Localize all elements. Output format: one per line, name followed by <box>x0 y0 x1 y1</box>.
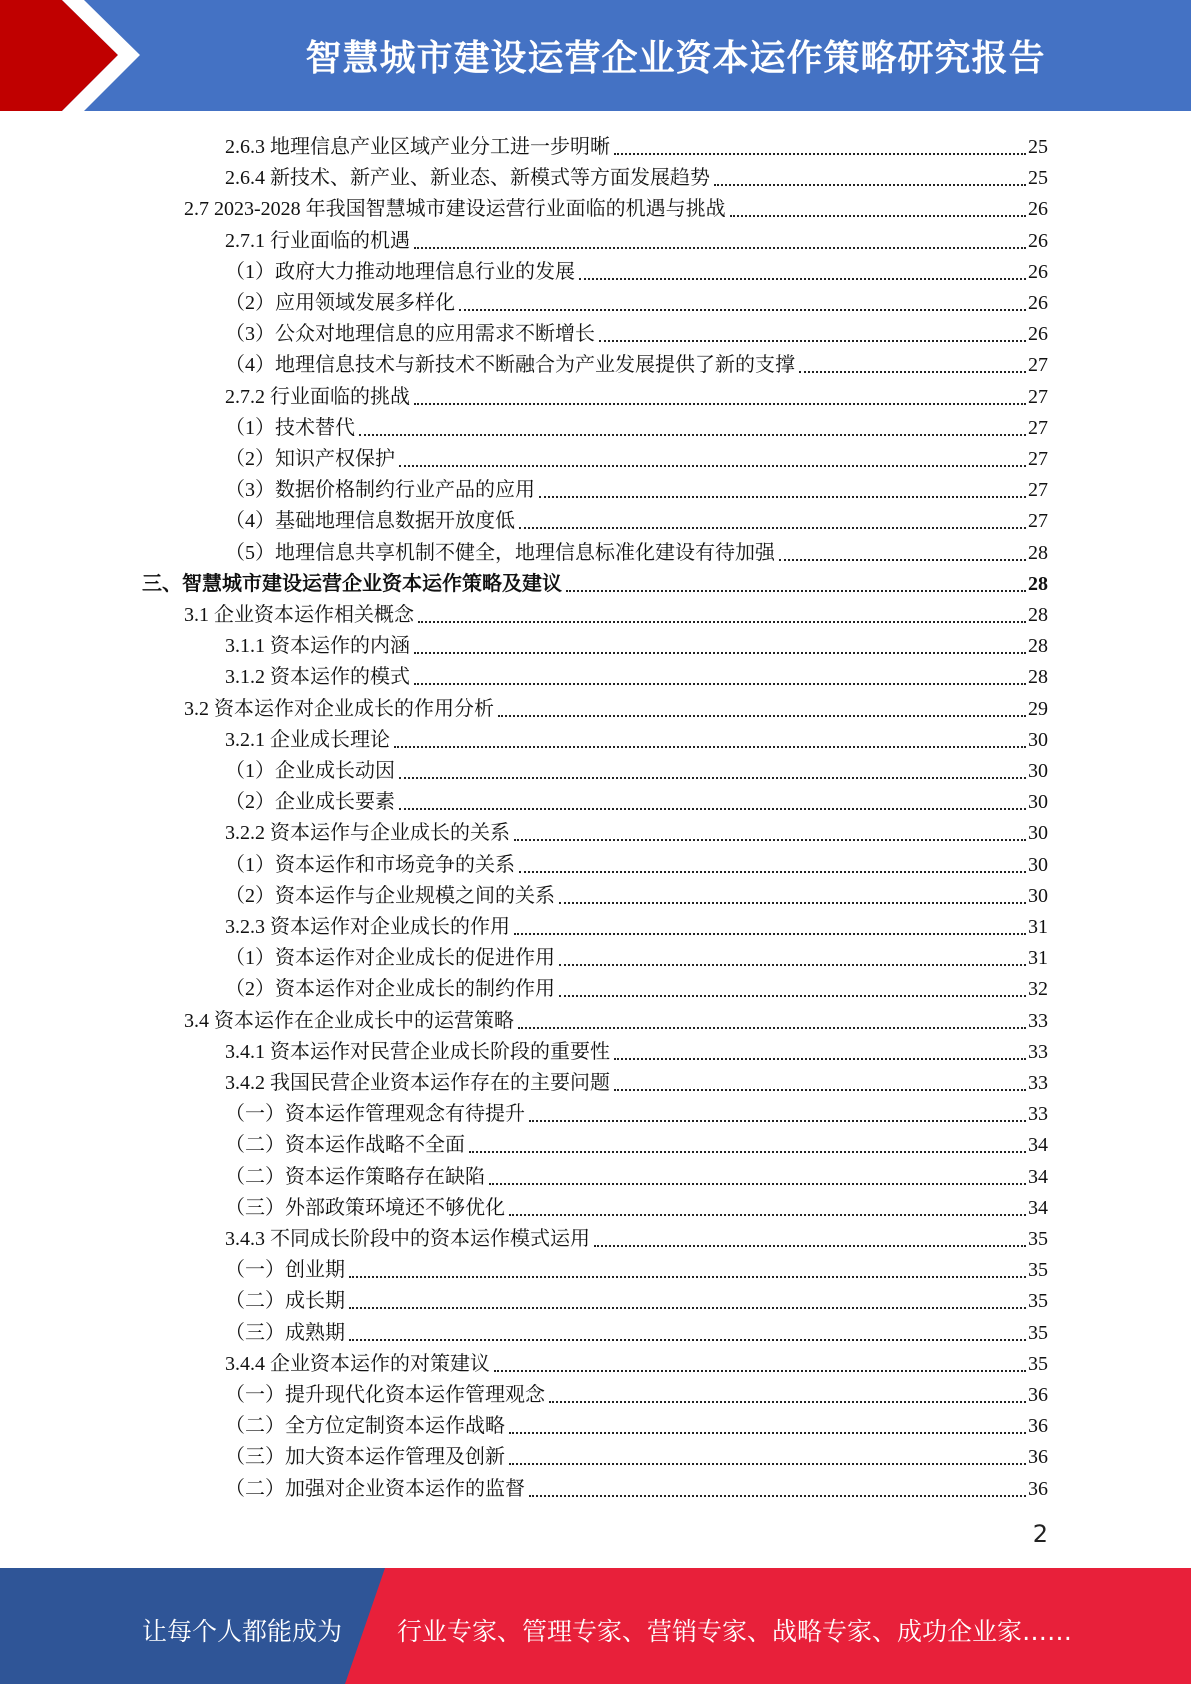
toc-entry[interactable] <box>225 409 1048 440</box>
toc-entry-label: （二）成长期 <box>225 1290 345 1313</box>
footer-slogan-left: 让每个人都能成为 <box>142 1617 343 1646</box>
toc-entry-label: 3.2.1 企业成长理论 <box>225 728 390 751</box>
toc-entry[interactable] <box>225 253 1048 284</box>
toc-leader-dots <box>514 933 1026 935</box>
toc-entry[interactable] <box>225 721 1048 752</box>
toc-entry-page: 26 <box>1028 292 1048 314</box>
toc-leader-dots <box>498 715 1026 717</box>
toc-entry[interactable] <box>225 1282 1048 1313</box>
toc-entry-page: 26 <box>1028 260 1048 283</box>
toc-entry-label: 3.2.3 资本运作对企业成长的作用 <box>225 916 510 938</box>
toc-entry[interactable] <box>225 1470 1048 1501</box>
toc-entry-page: 28 <box>1028 635 1048 658</box>
toc-entry[interactable] <box>225 159 1048 190</box>
toc-entry-page: 30 <box>1028 853 1048 876</box>
toc-entry[interactable] <box>225 284 1048 315</box>
toc-entry[interactable] <box>225 814 1048 845</box>
toc-leader-dots <box>730 215 1026 217</box>
toc-leader-dots <box>414 403 1026 405</box>
toc-leader-dots <box>414 683 1026 685</box>
toc-leader-dots <box>559 902 1026 904</box>
toc-entry-page: 31 <box>1028 947 1048 970</box>
toc-entry[interactable] <box>225 783 1048 814</box>
toc-entry[interactable] <box>225 970 1048 1001</box>
toc-entry-label: 2.6.4 新技术、新产业、新业态、新模式等方面发展趋势 <box>225 167 710 190</box>
toc-entry-label: 3.1.1 资本运作的内涵 <box>225 635 410 658</box>
toc-entry-label: 2.6.3 地理信息产业区域产业分工进一步明晰 <box>225 136 610 158</box>
toc-entry-page: 36 <box>1028 1384 1048 1406</box>
toc-leader-dots <box>529 1120 1026 1122</box>
toc-entry[interactable] <box>225 1220 1048 1251</box>
toc-entry-label: 3.2.2 资本运作与企业成长的关系 <box>225 822 510 845</box>
toc-leader-dots <box>359 434 1026 436</box>
toc-entry-label: 3.4.2 我国民营企业资本运作存在的主要问题 <box>225 1072 610 1094</box>
toc-leader-dots <box>799 371 1026 373</box>
toc-entry-label: （三）外部政策环境还不够优化 <box>225 1196 505 1219</box>
toc-entry-label: （2）知识产权保护 <box>225 448 395 470</box>
toc-entry[interactable] <box>225 222 1048 253</box>
toc-entry-page: 30 <box>1028 791 1048 814</box>
toc-entry-page: 28 <box>1028 572 1048 595</box>
toc-entry-label: （二）资本运作战略不全面 <box>225 1134 465 1157</box>
toc-entry-label: （二）全方位定制资本运作战略 <box>225 1415 505 1438</box>
toc-leader-dots <box>559 995 1026 997</box>
report-title: 智慧城市建设运营企业资本运作策略研究报告 <box>305 38 1046 79</box>
page-header <box>0 0 1191 111</box>
toc-entry-page: 34 <box>1028 1196 1048 1219</box>
toc-entry-page: 27 <box>1028 510 1048 533</box>
toc-leader-dots <box>494 1370 1026 1372</box>
toc-leader-dots <box>594 1245 1026 1247</box>
footer-slogan-right: 行业专家、管理专家、营销专家、战略专家、成功企业家…… <box>397 1617 1073 1646</box>
toc-entry-page: 27 <box>1028 479 1048 502</box>
toc-entry-label: 3.1.2 资本运作的模式 <box>225 666 410 689</box>
toc-entry-page: 34 <box>1028 1134 1048 1157</box>
toc-entry[interactable] <box>225 534 1048 565</box>
toc-entry[interactable] <box>225 471 1048 502</box>
toc-leader-dots <box>714 184 1026 186</box>
toc-entry-page: 33 <box>1028 1072 1048 1094</box>
toc-entry[interactable] <box>225 1345 1048 1376</box>
toc-entry[interactable] <box>184 190 1048 221</box>
toc-entry[interactable] <box>225 1251 1048 1282</box>
toc-entry[interactable] <box>225 1095 1048 1126</box>
toc-entry-label: （三）成熟期 <box>225 1321 345 1344</box>
toc-entry-label: 3.4.4 企业资本运作的对策建议 <box>225 1352 490 1375</box>
toc-entry[interactable] <box>225 346 1048 377</box>
toc-entry-page: 36 <box>1028 1446 1048 1469</box>
toc-entry[interactable] <box>225 1314 1048 1345</box>
toc-entry-page: 35 <box>1028 1228 1048 1250</box>
toc-entry-label: （1）政府大力推动地理信息行业的发展 <box>225 260 575 283</box>
toc-leader-dots <box>399 465 1026 467</box>
toc-leader-dots <box>579 278 1026 280</box>
toc-entry-page: 36 <box>1028 1477 1048 1500</box>
toc-entry[interactable] <box>225 378 1048 409</box>
toc-entry-label: （一）资本运作管理观念有待提升 <box>225 1103 525 1126</box>
toc-entry-label: （二）加强对企业资本运作的监督 <box>225 1477 525 1500</box>
toc-entry-label: （一）创业期 <box>225 1259 345 1282</box>
toc-entry-page: 35 <box>1028 1321 1048 1344</box>
toc-entry[interactable] <box>225 1158 1048 1189</box>
toc-entry-page: 27 <box>1028 354 1048 377</box>
toc-leader-dots <box>459 309 1026 311</box>
toc-entry-label: 三、智慧城市建设运营企业资本运作策略及建议 <box>142 572 562 595</box>
toc-entry-page: 29 <box>1028 697 1048 720</box>
toc-entry[interactable] <box>225 1438 1048 1469</box>
toc-entry-page: 30 <box>1028 822 1048 845</box>
toc-entry-page: 34 <box>1028 1165 1048 1188</box>
toc-entry-label: （2）资本运作与企业规模之间的关系 <box>225 884 555 907</box>
toc-entry-page: 28 <box>1028 666 1048 689</box>
toc-entry[interactable] <box>225 1126 1048 1157</box>
toc-entry[interactable] <box>184 690 1048 721</box>
toc-entry[interactable] <box>225 502 1048 533</box>
toc-entry-label: 3.4.1 资本运作对民营企业成长阶段的重要性 <box>225 1040 610 1063</box>
toc-leader-dots <box>509 1463 1026 1465</box>
toc-entry-page: 36 <box>1028 1415 1048 1438</box>
toc-leader-dots <box>349 1276 1026 1278</box>
toc-entry-label: 3.4.3 不同成长阶段中的资本运作模式运用 <box>225 1228 590 1250</box>
toc-leader-dots <box>394 746 1026 748</box>
toc-leader-dots <box>509 1214 1026 1216</box>
toc-leader-dots <box>539 496 1026 498</box>
toc-leader-dots <box>509 1432 1026 1434</box>
toc-entry-label: （一）提升现代化资本运作管理观念 <box>225 1384 545 1406</box>
toc-entry-page: 33 <box>1028 1103 1048 1126</box>
toc-entry[interactable] <box>225 128 1048 159</box>
toc-entry[interactable] <box>142 565 1048 596</box>
toc-entry-label: 2.7.2 行业面临的挑战 <box>225 385 410 408</box>
toc-leader-dots <box>399 808 1026 810</box>
page-number: 2 <box>1032 1520 1048 1548</box>
toc-entry[interactable] <box>225 1064 1048 1095</box>
page-footer <box>0 1568 1191 1684</box>
toc-entry-label: （3）公众对地理信息的应用需求不断增长 <box>225 323 595 346</box>
toc-entry-label: （4）地理信息技术与新技术不断融合为产业发展提供了新的支撑 <box>225 354 795 377</box>
toc-leader-dots <box>349 1307 1026 1309</box>
toc-entry-label: （二）资本运作策略存在缺陷 <box>225 1165 485 1188</box>
toc-entry-page: 33 <box>1028 1009 1048 1032</box>
toc-entry-label: （2）应用领域发展多样化 <box>225 292 455 314</box>
toc-entry-label: （2）资本运作对企业成长的制约作用 <box>225 978 555 1001</box>
toc-entry[interactable] <box>225 1407 1048 1438</box>
toc-entry[interactable] <box>225 440 1048 471</box>
toc-entry-label: （1）技术替代 <box>225 416 355 439</box>
toc-entry[interactable] <box>184 596 1048 627</box>
toc-entry-label: （1）资本运作和市场竞争的关系 <box>225 853 515 876</box>
toc-entry[interactable] <box>225 752 1048 783</box>
toc-entry[interactable] <box>225 1189 1048 1220</box>
toc-entry[interactable] <box>225 939 1048 970</box>
toc-entry-page: 26 <box>1028 198 1048 221</box>
toc-entry[interactable] <box>225 846 1048 877</box>
toc-entry-label: （三）加大资本运作管理及创新 <box>225 1446 505 1469</box>
toc-entry-page: 30 <box>1028 728 1048 751</box>
toc-entry[interactable] <box>225 1376 1048 1407</box>
toc-entry-label: （2）企业成长要素 <box>225 791 395 814</box>
toc-leader-dots <box>614 1089 1026 1091</box>
toc-leader-dots <box>599 340 1026 342</box>
toc-entry-page: 27 <box>1028 448 1048 470</box>
toc-entry-page: 31 <box>1028 916 1048 938</box>
toc-leader-dots <box>559 964 1026 966</box>
toc-leader-dots <box>779 559 1026 561</box>
toc-leader-dots <box>399 777 1026 779</box>
toc-entry-page: 25 <box>1028 136 1048 158</box>
toc-entry-label: （1）企业成长动因 <box>225 760 395 782</box>
toc-leader-dots <box>349 1339 1026 1341</box>
toc-entry-page: 26 <box>1028 323 1048 346</box>
toc-entry-label: （3）数据价格制约行业产品的应用 <box>225 479 535 502</box>
toc-leader-dots <box>414 652 1026 654</box>
toc-entry-page: 32 <box>1028 978 1048 1001</box>
toc-leader-dots <box>614 153 1026 155</box>
toc-entry-page: 30 <box>1028 760 1048 782</box>
toc-entry-page: 26 <box>1028 229 1048 252</box>
toc-leader-dots <box>519 871 1026 873</box>
toc-entry[interactable] <box>225 908 1048 939</box>
toc-leader-dots <box>566 590 1026 592</box>
toc-entry-label: （4）基础地理信息数据开放度低 <box>225 510 515 533</box>
toc-entry-label: 3.1 企业资本运作相关概念 <box>184 604 414 626</box>
toc-entry-page: 35 <box>1028 1290 1048 1313</box>
header-arrow-decoration <box>0 0 150 111</box>
toc-leader-dots <box>514 839 1026 841</box>
toc-leader-dots <box>418 621 1026 623</box>
toc-entry-page: 35 <box>1028 1259 1048 1282</box>
toc-entry-label: 3.4 资本运作在企业成长中的运营策略 <box>184 1009 514 1032</box>
toc-leader-dots <box>529 1495 1026 1497</box>
toc-entry[interactable] <box>225 877 1048 908</box>
toc-entry-page: 25 <box>1028 167 1048 190</box>
toc-entry[interactable] <box>225 658 1048 689</box>
toc-entry[interactable] <box>225 315 1048 346</box>
toc-entry[interactable] <box>184 1002 1048 1033</box>
toc-entry-label: （5）地理信息共享机制不健全，地理信息标准化建设有待加强 <box>225 541 775 564</box>
toc-entry-page: 28 <box>1028 541 1048 564</box>
toc-entry[interactable] <box>225 627 1048 658</box>
toc-entry-page: 30 <box>1028 884 1048 907</box>
toc-entry-label: 2.7 2023-2028 年我国智慧城市建设运营行业面临的机遇与挑战 <box>184 198 726 221</box>
toc-entry-label: （1）资本运作对企业成长的促进作用 <box>225 947 555 970</box>
toc-leader-dots <box>518 1027 1026 1029</box>
toc-leader-dots <box>489 1183 1026 1185</box>
toc-entry[interactable] <box>225 1033 1048 1064</box>
toc-entry-page: 35 <box>1028 1352 1048 1375</box>
toc-leader-dots <box>469 1151 1026 1153</box>
toc-entry-page: 27 <box>1028 416 1048 439</box>
toc-leader-dots <box>519 527 1026 529</box>
toc-leader-dots <box>414 247 1026 249</box>
toc-leader-dots <box>549 1401 1026 1403</box>
toc-entry-label: 3.2 资本运作对企业成长的作用分析 <box>184 697 494 720</box>
toc-entry-label: 2.7.1 行业面临的机遇 <box>225 229 410 252</box>
toc-entry-page: 28 <box>1028 604 1048 626</box>
toc-entry-page: 27 <box>1028 385 1048 408</box>
toc-entry-page: 33 <box>1028 1040 1048 1063</box>
toc-leader-dots <box>614 1058 1026 1060</box>
